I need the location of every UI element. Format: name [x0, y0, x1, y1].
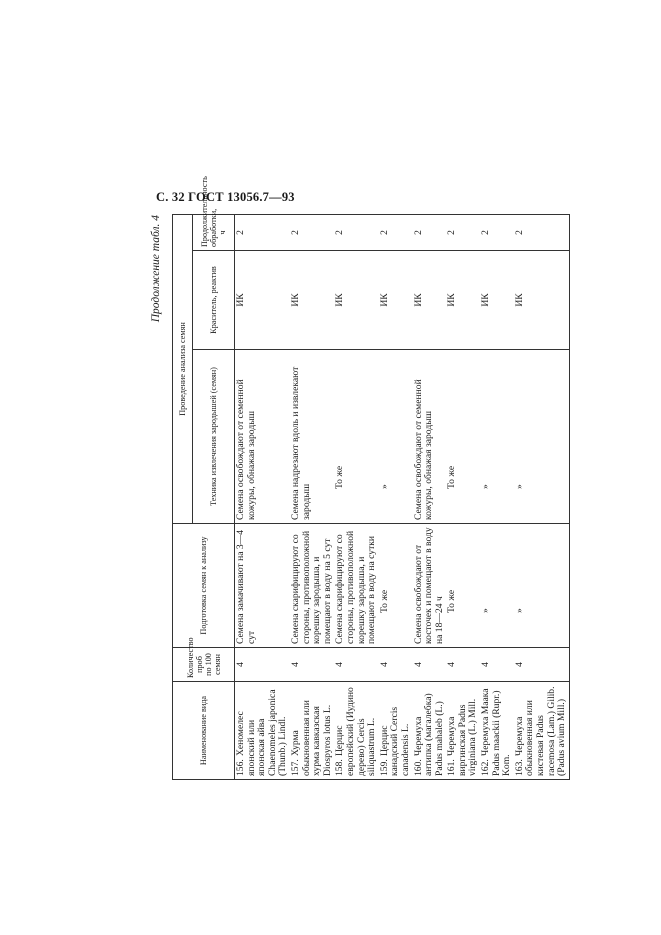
header-preparation: Подготовка семян к анализу — [173, 524, 235, 648]
cell-preparation: То же — [446, 524, 480, 648]
cell-technique: » — [480, 350, 514, 524]
cell-count: 4 — [480, 648, 514, 682]
cell-indicator: ИК — [480, 251, 514, 350]
cell-technique: Семена освобождают от семенной кожуры, обнажая зародыш — [413, 350, 447, 524]
cell-count: 4 — [514, 648, 569, 682]
cell-technique: То же — [334, 350, 378, 524]
cell-preparation: » — [514, 524, 569, 648]
header-name: Наименование вида — [173, 682, 235, 780]
cell-duration: 2 — [290, 215, 334, 251]
cell-indicator: ИК — [514, 251, 569, 350]
header-count: Количество проб по 100 семян — [173, 648, 235, 682]
table-row — [480, 215, 514, 780]
table-row — [446, 215, 480, 780]
cell-duration: 2 — [413, 215, 447, 251]
table-row — [290, 215, 334, 780]
cell-duration: 2 — [480, 215, 514, 251]
table-row — [379, 215, 413, 780]
cell-indicator: ИК — [334, 251, 378, 350]
cell-indicator: ИК — [290, 251, 334, 350]
cell-count: 4 — [446, 648, 480, 682]
cell-preparation: То же — [379, 524, 413, 648]
header-indicator: Краситель, реактив — [193, 251, 235, 350]
table-caption: Продолжение табл. 4 — [150, 215, 162, 323]
cell-preparation: Семена освобождают от косточек и помещают в воду на 18—24 ч — [413, 524, 447, 648]
cell-name: 160.Черемуха антипка (магалебка) Padus mahaleb (L.) — [413, 682, 447, 780]
cell-technique: Семена освобождают от семенной кожуры, обнажая зародыш — [235, 350, 290, 524]
cell-indicator: ИК — [446, 251, 480, 350]
header-analysis-group: Проведение анализа семян — [173, 215, 193, 524]
cell-name: 157.Хурма обыкновенная или хурма кавказская Diospyros lotus L. — [290, 682, 334, 780]
cell-count: 4 — [290, 648, 334, 682]
cell-technique: » — [514, 350, 569, 524]
cell-preparation: Семена скарифицируют со стороны, противоположной корешку зародыша, и помещают в воду на сутки — [334, 524, 378, 648]
table-row — [235, 215, 290, 780]
table-row — [334, 215, 378, 780]
table-row — [413, 215, 447, 780]
page-header: С. 32 ГОСТ 13056.7—93 — [156, 190, 295, 204]
cell-name: 156.Хеномелес японский или японская айва Chaenomeles japonica (Thunb.) Lindl. — [235, 682, 290, 780]
cell-preparation: » — [480, 524, 514, 648]
cell-duration: 2 — [514, 215, 569, 251]
cell-name: 159.Церцис канадский Cercis canadensis L. — [379, 682, 413, 780]
cell-name: 161.Черемуха виргинская Padus virginiana (L.) Mill. — [446, 682, 480, 780]
cell-technique: » — [379, 350, 413, 524]
cell-name: 163.Черемуха обыкновенная или кистевая Padus racemosa (Lam.) Gilib. (Padus avium Mill.) — [514, 682, 569, 780]
cell-name: 158.Церцис европейский (Иудино дерево) Cercis siliquastrum L. — [334, 682, 378, 780]
cell-count: 4 — [379, 648, 413, 682]
cell-technique: То же — [446, 350, 480, 524]
cell-technique: Семена надрезают вдоль и извлекают зародыш — [290, 350, 334, 524]
cell-indicator: ИК — [235, 251, 290, 350]
cell-preparation: Семена скарифицируют со стороны, противоположной корешку зародыша, и помещают в воду на 5 сут — [290, 524, 334, 648]
cell-count: 4 — [235, 648, 290, 682]
cell-indicator: ИК — [413, 251, 447, 350]
cell-duration: 2 — [446, 215, 480, 251]
cell-duration: 2 — [334, 215, 378, 251]
cell-indicator: ИК — [379, 251, 413, 350]
cell-preparation: Семена замачивают на 3—4 сут — [235, 524, 290, 648]
cell-name: 162.Черемуха Маака Padus maackii (Rupr.) Kom. — [480, 682, 514, 780]
cell-count: 4 — [413, 648, 447, 682]
cell-duration: 2 — [235, 215, 290, 251]
cell-duration: 2 — [379, 215, 413, 251]
header-technique: Техника извлечения зародышей (семян) — [193, 350, 235, 524]
table-row — [514, 215, 569, 780]
cell-count: 4 — [334, 648, 378, 682]
header-duration: Продолжительность обработки, ч — [193, 215, 235, 251]
